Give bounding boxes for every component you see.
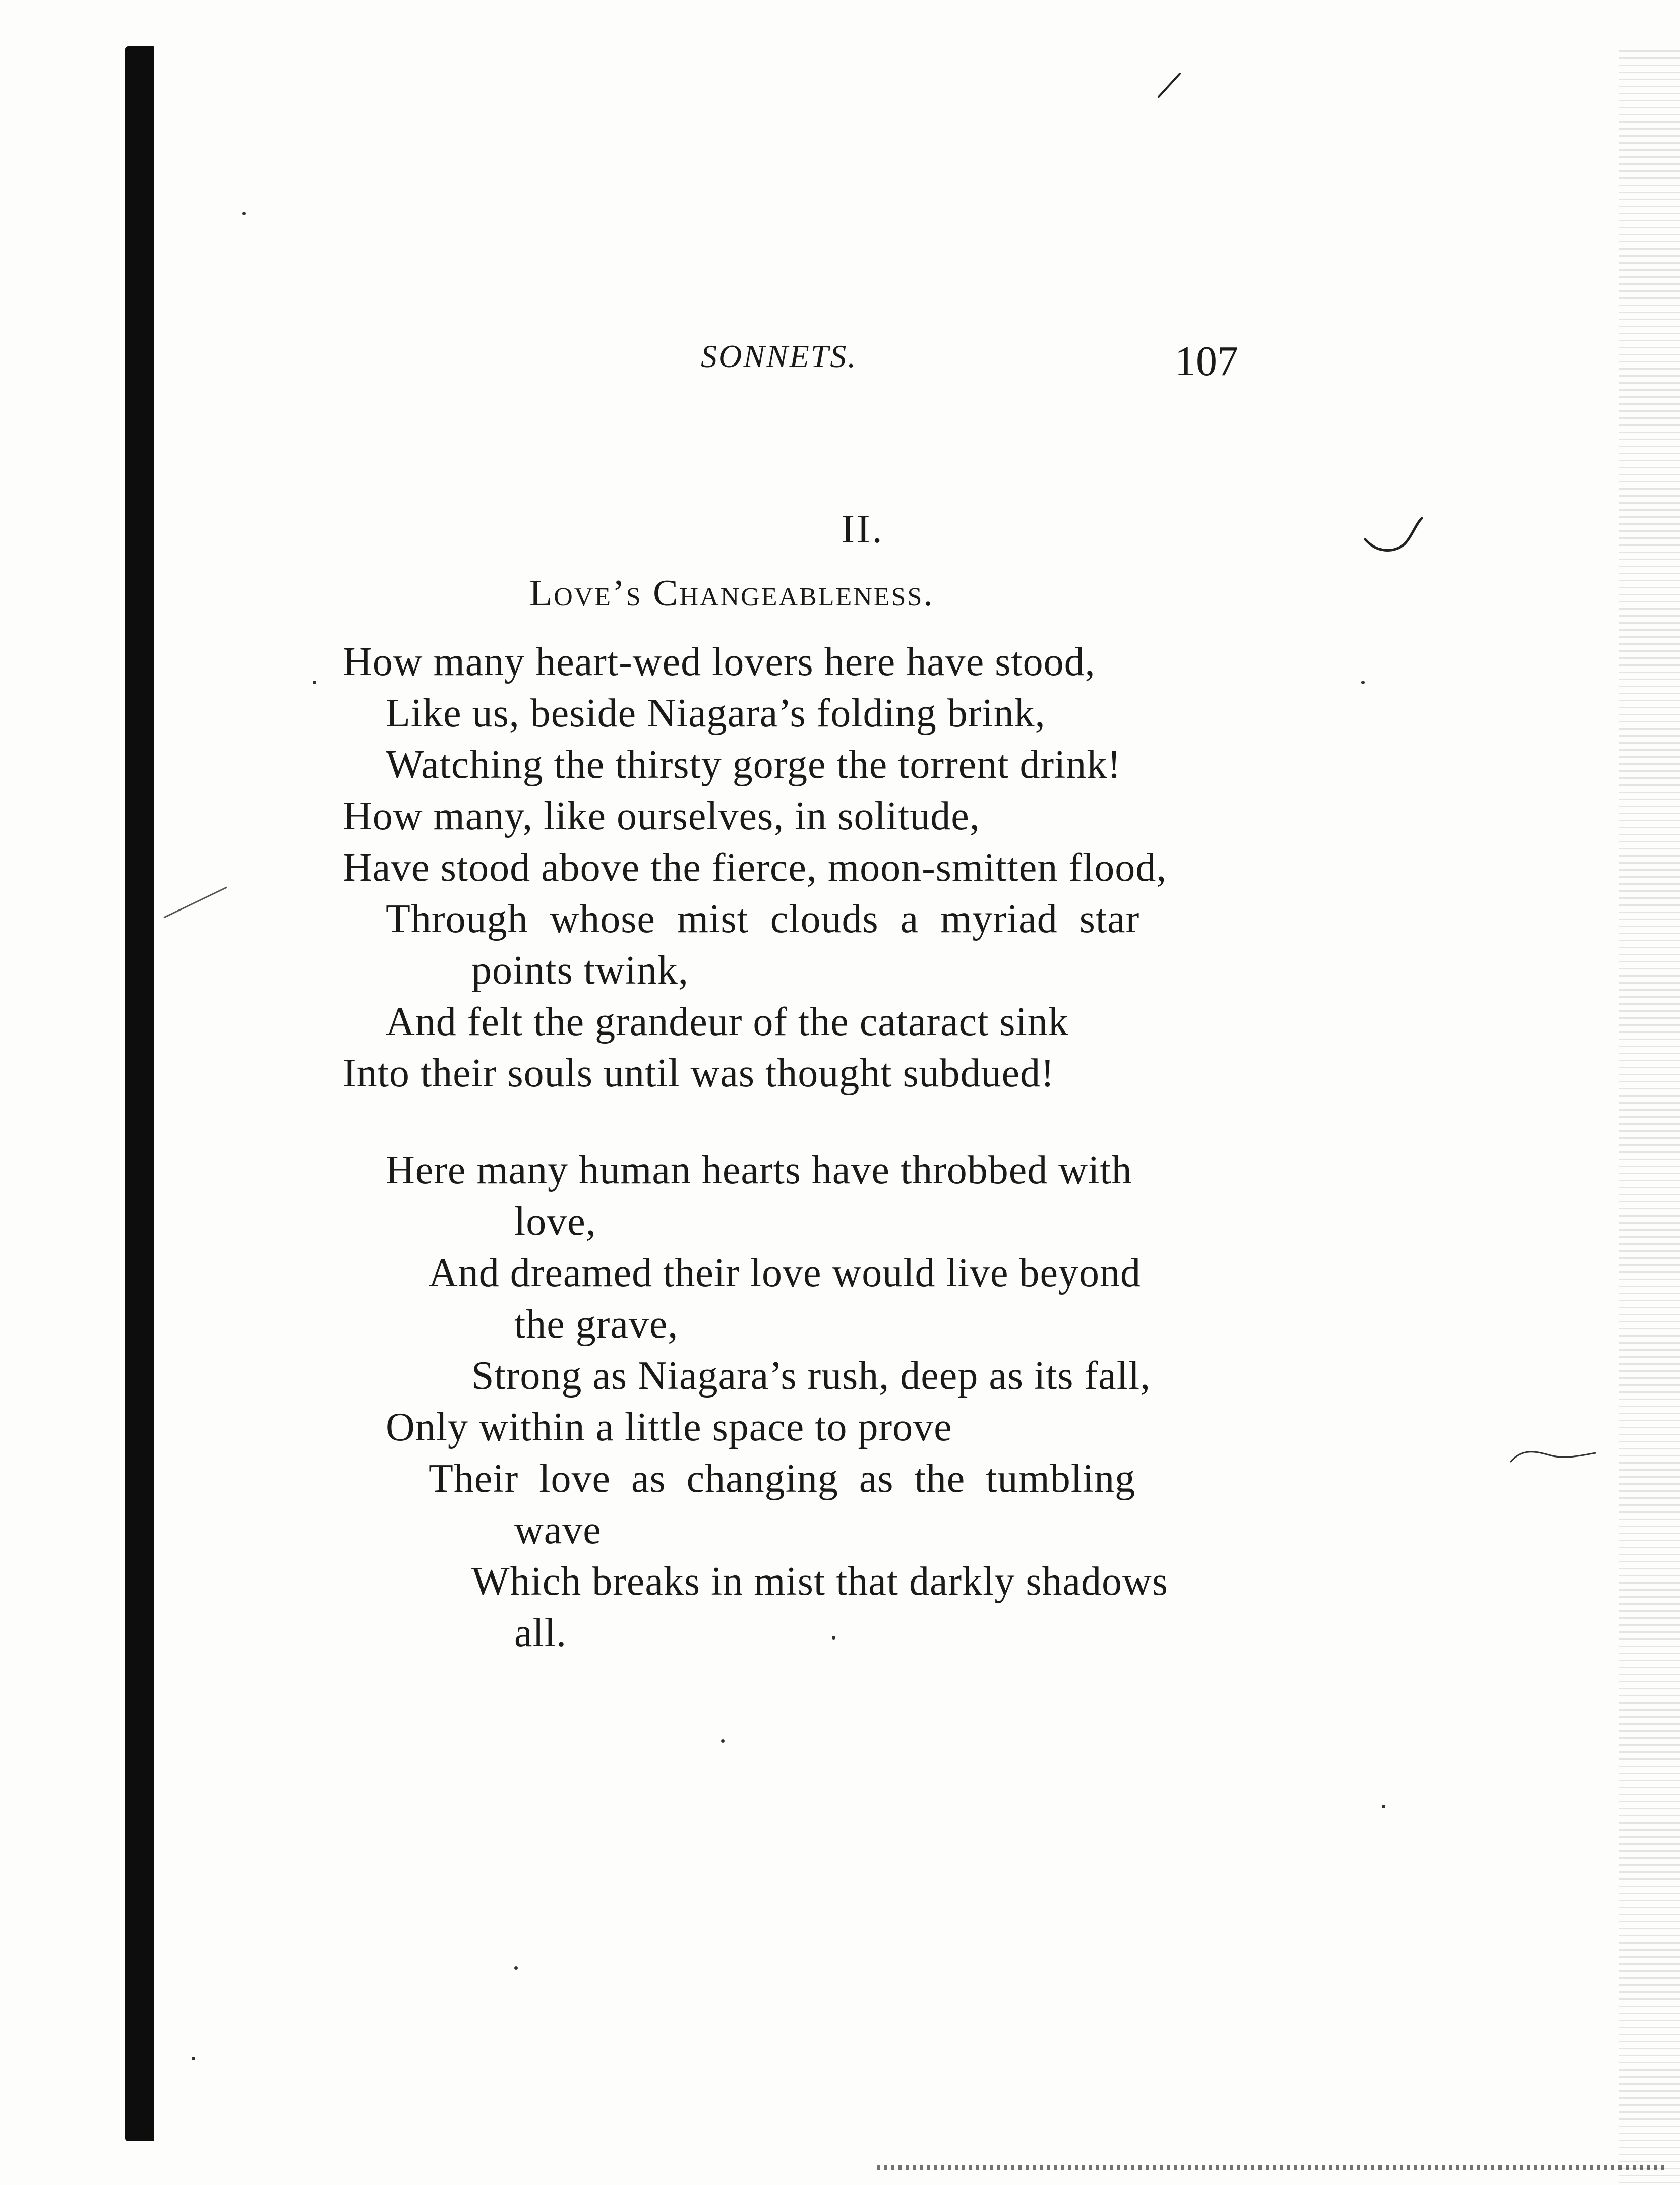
binding-edge bbox=[125, 46, 154, 2141]
sonnet-title: Love’s Changeableness. bbox=[529, 573, 934, 614]
poem-line: Have stood above the fierce, moon-smitten flood, bbox=[343, 845, 1167, 890]
speck bbox=[721, 1739, 725, 1743]
speck bbox=[192, 2057, 195, 2060]
poem-line: Here many human hearts have throbbed with bbox=[386, 1148, 1132, 1192]
sonnet-number: II. bbox=[841, 507, 884, 552]
speck bbox=[313, 681, 316, 684]
poem-line: all. bbox=[514, 1611, 567, 1655]
page-edge-right bbox=[1619, 50, 1680, 2185]
running-head: SONNETS. bbox=[701, 338, 858, 374]
speck bbox=[1382, 1805, 1385, 1808]
page-edge-bottom bbox=[877, 2165, 1664, 2170]
speck bbox=[832, 1636, 835, 1640]
pencil-scribble-icon bbox=[1508, 1442, 1598, 1472]
speck bbox=[1361, 681, 1365, 684]
poem-line: Through whose mist clouds a myriad star bbox=[386, 897, 1140, 941]
poem-line: wave bbox=[514, 1508, 602, 1552]
poem-line: Into their souls until was thought subdued! bbox=[343, 1051, 1055, 1096]
pencil-stroke-icon bbox=[161, 882, 232, 923]
poem-line: And felt the grandeur of the cataract sink bbox=[386, 1000, 1069, 1044]
poem-line: love, bbox=[514, 1199, 596, 1244]
poem-line: points twink, bbox=[471, 948, 689, 993]
poem-line: How many, like ourselves, in solitude, bbox=[343, 794, 980, 838]
speck bbox=[242, 212, 246, 215]
poem-line: And dreamed their love would live beyond bbox=[429, 1251, 1141, 1295]
poem-line: How many heart-wed lovers here have stood, bbox=[343, 640, 1096, 684]
poem-line: Like us, beside Niagara’s folding brink, bbox=[386, 691, 1046, 736]
poem-line: Their love as changing as the tumbling bbox=[429, 1456, 1136, 1501]
poem-line: Strong as Niagara’s rush, deep as its fall, bbox=[471, 1354, 1151, 1398]
pencil-tick-icon bbox=[1155, 71, 1185, 101]
poem-line: Which breaks in mist that darkly shadows bbox=[471, 1559, 1168, 1604]
poem-line: the grave, bbox=[514, 1302, 679, 1347]
speck bbox=[514, 1966, 518, 1970]
page-number: 107 bbox=[1175, 338, 1238, 385]
poem-line: Only within a little space to prove bbox=[386, 1405, 952, 1449]
poem-line: Watching the thirsty gorge the torrent drink! bbox=[386, 743, 1121, 787]
